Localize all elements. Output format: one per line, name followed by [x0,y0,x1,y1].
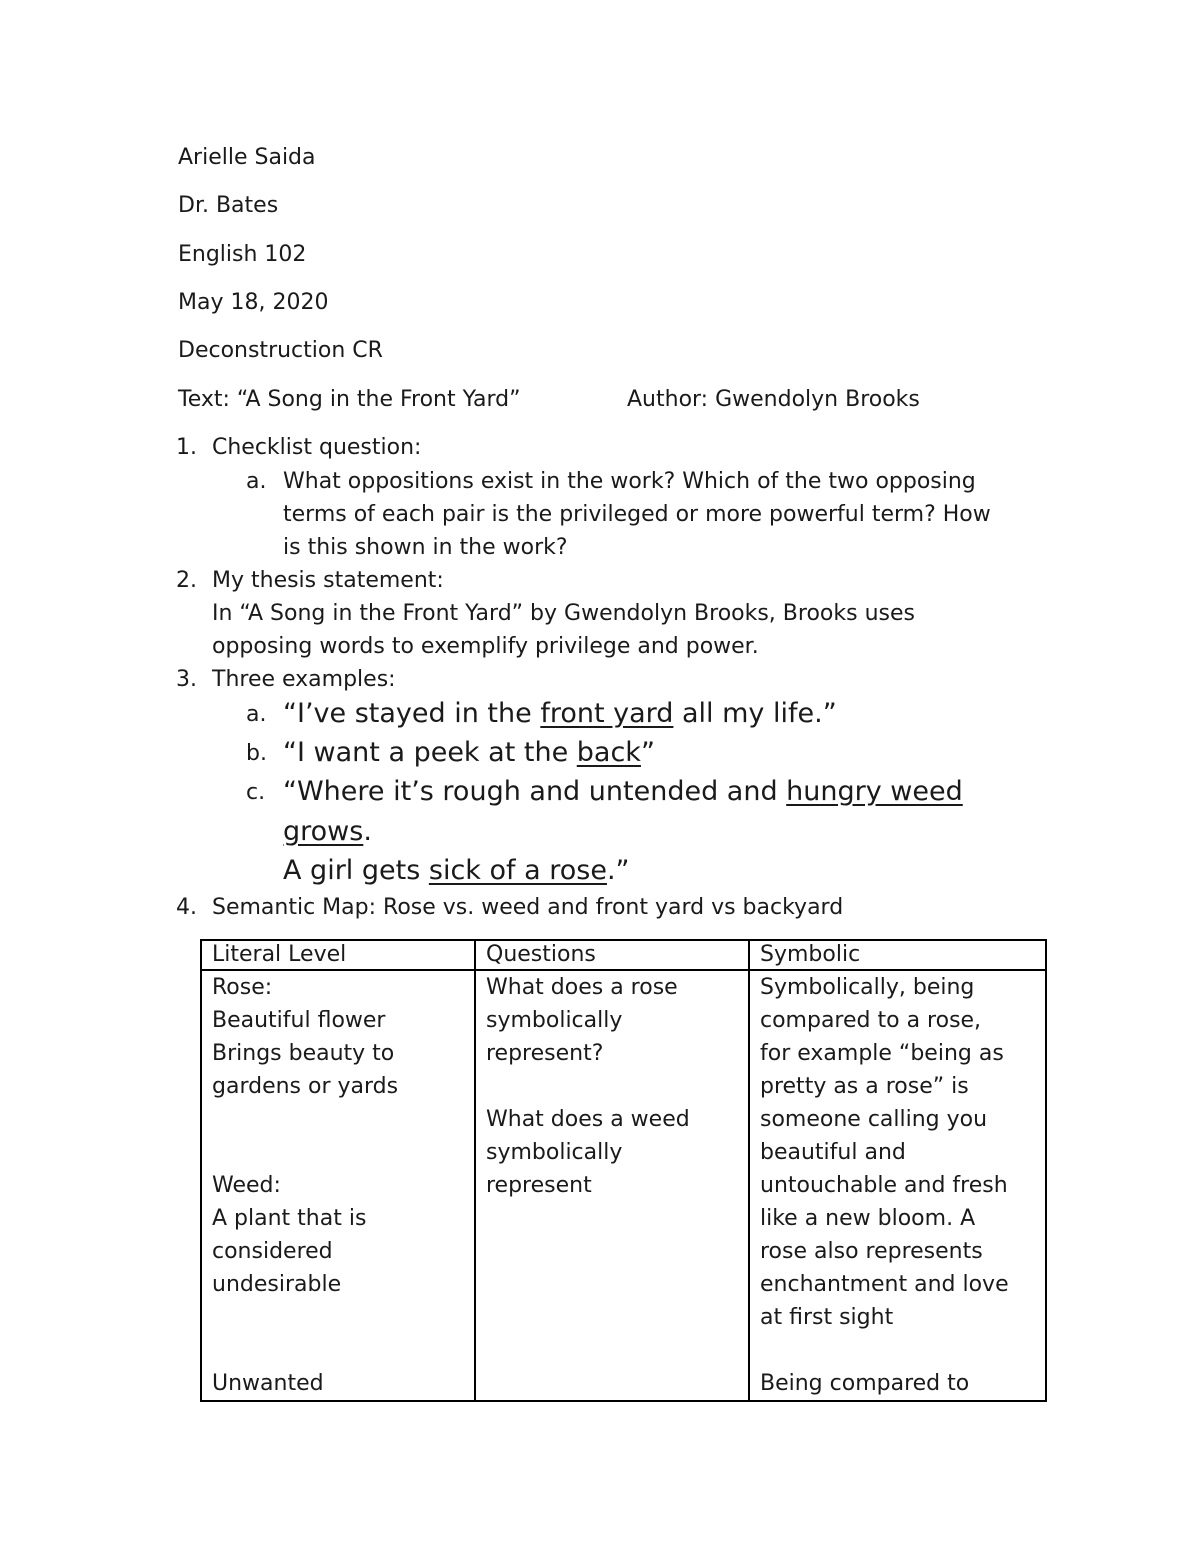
example-c-underlined-3: sick of a rose [428,855,607,886]
item-1a-line-2: terms of each pair is the privileged or more powerful term? How [283,502,991,527]
example-a-quote: “I’ve stayed in the front yard all my life.” [283,698,837,729]
symbolic-line: enchantment and love [760,1272,1009,1297]
example-b-letter: b. [246,741,267,766]
item-1a-line-1: What oppositions exist in the work? Which of the two opposing [283,469,976,494]
example-c-quote-line-3: A girl gets sick of a rose.” [283,855,630,886]
assignment-title: Deconstruction CR [178,338,383,363]
question-rose-line: symbolically [486,1008,623,1033]
item-1a-letter: a. [246,469,267,494]
student-name: Arielle Saida [178,145,316,170]
item-3-label: Three examples: [212,667,396,692]
question-weed-line: What does a weed [486,1107,690,1132]
header-literal-level: Literal Level [201,940,475,970]
example-c-quote-line-2: grows. [283,816,372,847]
item-2-label: My thesis statement: [212,568,444,593]
text-title: Text: “A Song in the Front Yard” [178,387,521,412]
literal-weed-line: Weed: [212,1173,281,1198]
item-1-number: 1. [176,435,197,460]
symbolic-line: beautiful and [760,1140,906,1165]
literal-rose-line: Beautiful flower [212,1008,386,1033]
literal-rose-line: gardens or yards [212,1074,399,1099]
literal-unwanted-line: Unwanted [212,1371,324,1396]
table-header-row [201,940,1046,970]
symbolic-line: Symbolically, being [760,975,975,1000]
question-rose-line: What does a rose [486,975,678,1000]
literal-level-cell [201,970,475,1401]
symbolic-last-line: Being compared to [760,1371,970,1396]
example-b-underlined: back [576,737,641,768]
thesis-line-1: In “A Song in the Front Yard” by Gwendolyn Brooks, Brooks uses [212,601,915,626]
example-b-quote: “I want a peek at the back” [283,737,655,768]
symbolic-cell [749,970,1046,1401]
example-a-underlined: front yard [540,698,674,729]
question-weed-line: symbolically [486,1140,623,1165]
symbolic-line: rose also represents [760,1239,983,1264]
symbolic-line: like a new bloom. A [760,1206,976,1231]
course-name: English 102 [178,242,307,267]
literal-rose-line: Rose: [212,975,273,1000]
symbolic-line: pretty as a rose” is [760,1074,969,1099]
example-c-underlined-1: hungry weed [786,776,963,807]
item-4-number: 4. [176,895,197,920]
example-a-letter: a. [246,702,267,727]
table-row [201,970,1046,1401]
symbolic-line: for example “being as [760,1041,1004,1066]
item-1-label: Checklist question: [212,435,422,460]
item-4-label: Semantic Map: Rose vs. weed and front yard vs backyard [212,895,844,920]
author-line: Author: Gwendolyn Brooks [627,387,920,412]
symbolic-line: untouchable and fresh [760,1173,1008,1198]
question-weed-line: represent [486,1173,592,1198]
example-c-letter: c. [246,780,266,805]
item-1a-line-3: is this shown in the work? [283,535,568,560]
literal-rose-line: Brings beauty to [212,1041,395,1066]
item-2-number: 2. [176,568,197,593]
example-c-underlined-2: grows [283,816,364,847]
example-c-quote-line-1: “Where it’s rough and untended and hungry weed [283,776,963,807]
item-3-number: 3. [176,667,197,692]
symbolic-line: someone calling you [760,1107,988,1132]
literal-weed-line: considered [212,1239,333,1264]
header-questions: Questions [475,940,749,970]
semantic-map-table [200,939,1047,1402]
instructor-name: Dr. Bates [178,193,279,218]
header-symbolic: Symbolic [749,940,1046,970]
question-rose-line: represent? [486,1041,604,1066]
questions-cell [475,970,749,1401]
literal-weed-line: undesirable [212,1272,342,1297]
symbolic-line: at first sight [760,1305,894,1330]
thesis-line-2: opposing words to exemplify privilege and power. [212,634,759,659]
symbolic-line: compared to a rose, [760,1008,982,1033]
literal-weed-line: A plant that is [212,1206,367,1231]
date: May 18, 2020 [178,290,329,315]
